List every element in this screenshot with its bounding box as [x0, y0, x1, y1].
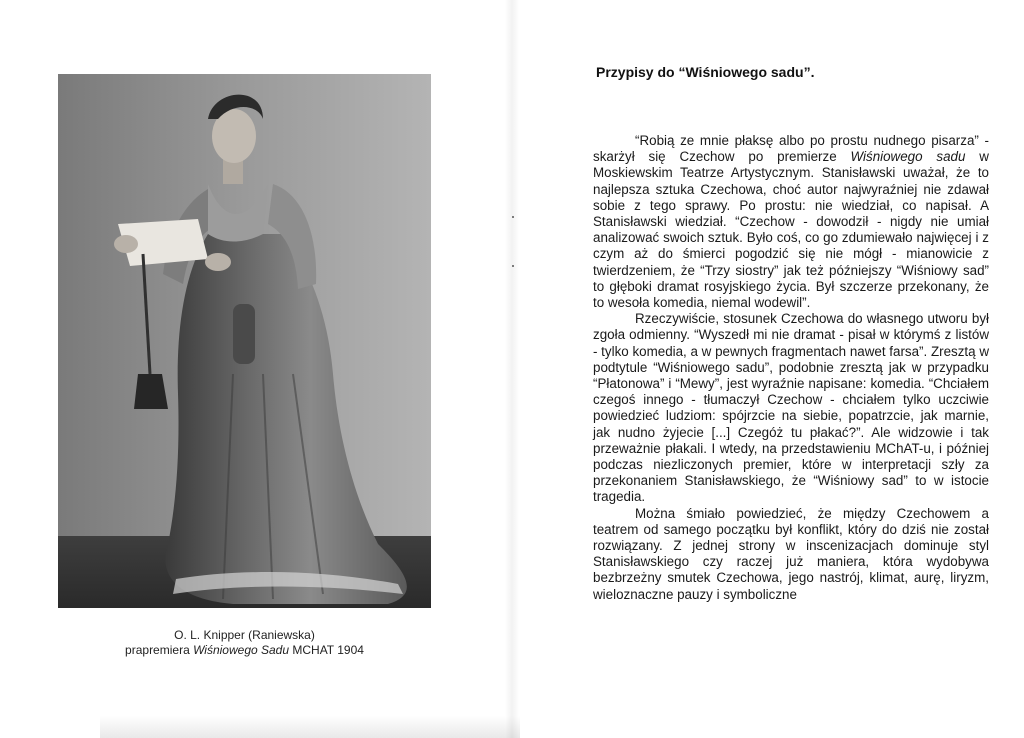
page-smudge [100, 716, 520, 738]
right-page [512, 0, 1024, 738]
photo-caption [58, 628, 431, 658]
body-text [593, 133, 989, 603]
paragraph-1 [593, 133, 989, 311]
paragraph-1-italic: Wiśniowego sadu [850, 149, 966, 165]
caption-line-2-prefix: prapremiera [125, 643, 194, 657]
paragraph-1-part-a: “Robią ze mnie płaksę albo po prostu nudnego pisarza” -skarżył się Czechow po premierze [593, 133, 989, 165]
portrait-illustration [58, 74, 431, 608]
paragraph-2: Rzeczywiście, stosunek Czechowa do własnego utworu był zgoła odmienny. “Wyszedł mi nie dramat - pisał w którymś z listów - tylko komedia, a w pewnych fragmentach nawet farsa”. Zresztą w podtytule “Wiśniowego sadu”, podobnie zresztą jak w przypadku “Płatonowa” i “Mewy”, jest wyraźnie napisane: komedia. “Chciałem czegoś innego - tłumaczył Czechow - chciałem tylko uczciwie powiedzieć ludziom: spójrzcie na siebie, popatrzcie, jak marnie, jak nudno żyjecie [...] Czegóż tu płakać?”. Ale widzowie i tak przeważnie płakali. I wtedy, na przedstawieniu MChAT-u, i później podczas niezliczonych premier, które w interpretacji szły za przekonaniem Stanisławskiego, że “Wiśniowy sad” to w istocie tragedia. [593, 311, 989, 505]
caption-line-1: O. L. Knipper (Raniewska) [174, 628, 315, 642]
paragraph-1-part-b: w Moskiewskim Teatrze Artystycznym. Stanisławski uważał, że to najlepsza sztuka Czechowa, choć autor najwyraźniej nie zdawał sobie z tego sprawy. Po prostu: nie wiedział, co napisał. A Stanisławski wiedział. “Czechow - dowodził - nigdy nie umiał analizować swoich sztuk. Było coś, co go zdumiewało najwięcej i z czym aż do śmierci pogodzić się nie mógł - mianowicie z twierdzeniem, że “Trzy siostry” jak też późniejszy “Wiśniowy sad” to głęboki dramat rosyjskiego życia. Był szczerze przekonany, że to wesoła komedia, niemal wodewil”. [593, 149, 989, 311]
margin-mark [512, 216, 514, 218]
caption-line-2-suffix: MCHAT 1904 [289, 643, 364, 657]
caption-line-2-title: Wiśniowego Sadu [193, 643, 290, 657]
margin-mark [512, 265, 514, 267]
page-title: Przypisy do “Wiśniowego sadu”. [596, 64, 815, 80]
portrait-photo [58, 74, 431, 608]
paragraph-3: Można śmiało powiedzieć, że między Czechowem a teatrem od samego początku był konflikt, który do dziś nie został rozwiązany. Z jednej strony w inscenizacjach dominuje styl Stanisławskiego czy raczej już maniera, która wydobywa bezbrzeżny smutek Czechowa, jego nastrój, klimat, aurę, liryzm, wieloznaczne pauzy i symboliczne [593, 505, 989, 602]
caption-line-2 [58, 643, 431, 658]
